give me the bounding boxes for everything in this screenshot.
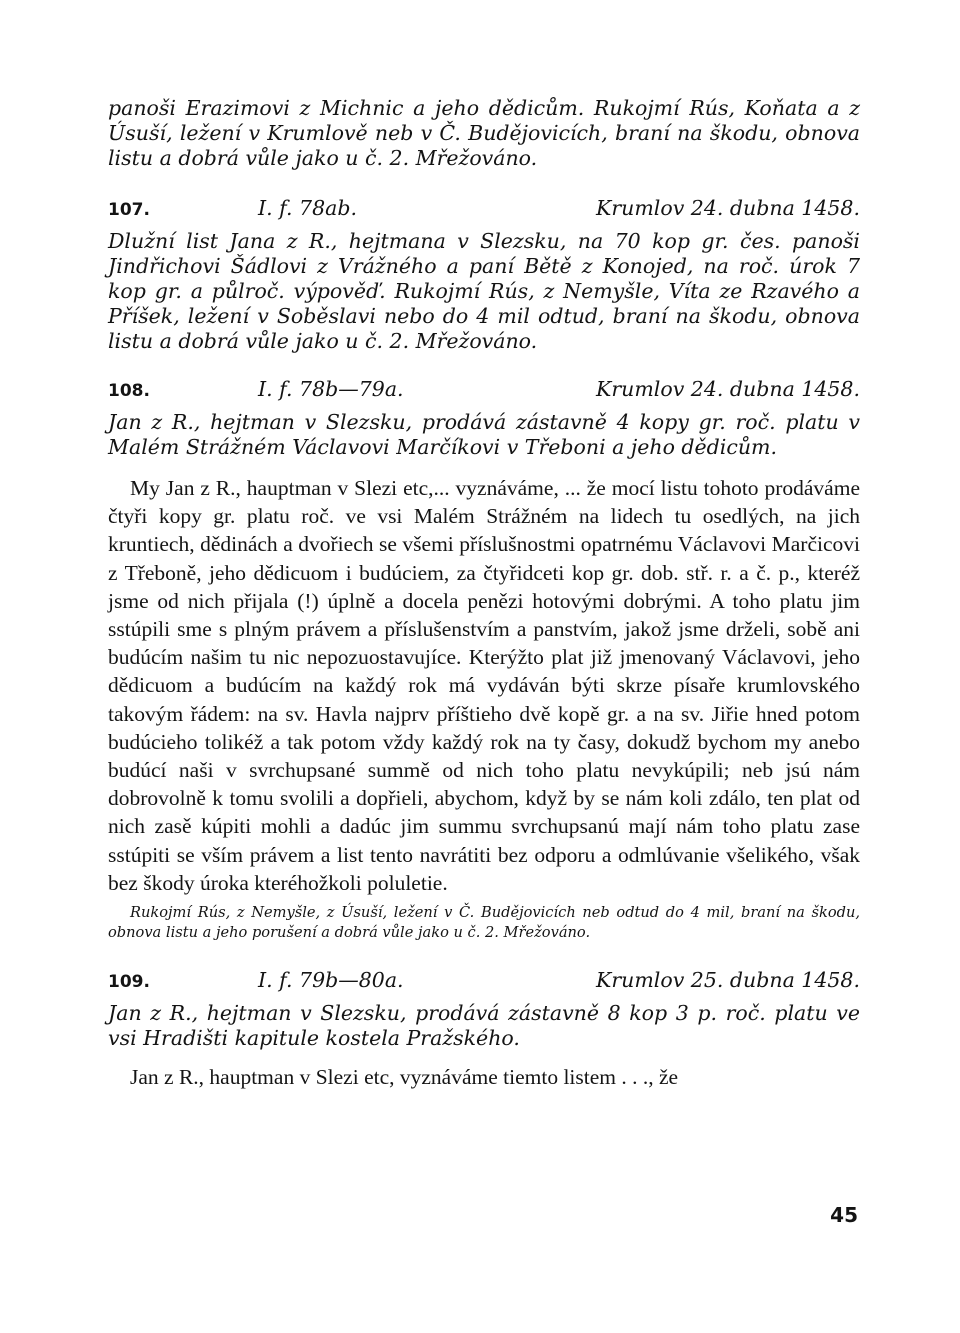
entry-number: 107. [108, 200, 150, 220]
page-number: 45 [830, 1203, 858, 1227]
entry-109 [108, 967, 860, 1091]
entry-header [108, 376, 860, 404]
entry-note: Rukojmí Rús, z Nemyšle, z Úsuší, ležení v Č. Budějovicích neb odtud do 4 mil, braní na škodu, obnova listu a jeho porušení a dobrá vůle jako u č. 2. Mřežováno. [108, 904, 860, 942]
entry-source: I. f. 78ab. [258, 196, 357, 220]
entry-summary: Dlužní list Jana z R., hejtmana v Slezsku, na 70 kop gr. čes. panoši Jindřichovi Šádlovi z Vrážného a paní Bětě z Konojed, na roč. úrok 7 kop gr. a půlroč. výpověď. Rukojmí Rús, z Nemyšle, Víta ze Rzavého a Příšek, ležení v Soběslavi nebo do 4 mil odtud, braní na škodu, obnova listu a dobrá vůle jako u č. 2. Mřežováno. [108, 229, 860, 353]
intro-fragment: panoši Erazimovi z Michnic a jeho dědicům. Rukojmí Rús, Koňata a z Úsuší, ležení v Krumlově neb v Č. Budějovicích, braní na škodu, obnova listu a dobrá vůle jako u č. 2. Mřežováno. [108, 96, 860, 170]
entry-108 [108, 376, 860, 943]
entry-source: I. f. 79b—80a. [258, 968, 404, 993]
entry-number: 109. [108, 972, 150, 993]
entry-text: My Jan z R., hauptman v Slezi etc,... vyznáváme, ... že mocí listu tohoto prodáváme čtyři kopy gr. platu roč. ve vsi Malém Strážném na lidech tu osedlých, na jich kruntiech, dědinách a dvořiech se všemi příslušnostmi opatrnému Václavovi Marčicovi z Třeboně, jeho dědicuom i budúciem, za čtyřidceti kop gr. dob. stř. r. a č. p., kteréž jsme od nich přijala (!) úplně a docela penězi hotovými dobrými. A toho platu jim sstúpili sme s plným právem a příslušenstvím a panstvím, jakož jsme drželi, sobě ani budúcím našim tu nic nepozuostavujíce. Kterýžto plat již jmenovaný Václavovi, jeho dědicuom a budúcím na každý rok má vydáván býti skrze písaře krumlovského takovým řádem: na sv. Havla najprv příštieho dvě kopě gr. a na sv. Jiřie hned potom budúcieho tolikéž a tak potom vždy každý rok na ty časy, dokudž bychom my anebo budúcí naši v svrchupsané summě od nich toho platu nevykúpili; neb jsú nám dobrovolně k tomu svolili a dopřieli, abychom, když by se nám koli zdálo, ten plat od nich zasě kúpiti mohli a dadúc jim summu svrchupsanú mají nám toho platu zase sstúpiti se vším právem a list tento navrátiti bez odporu a odmlúvanie všelikého, však bez škody úroka kteréhožkoli poluletie. [108, 476, 860, 895]
entry-summary: Jan z R., hejtman v Slezsku, prodává zástavně 8 kop 3 p. roč. platu ve vsi Hradišti kapitule kostela Pražského. [108, 1001, 860, 1051]
entry-date: Krumlov 24. dubna 1458. [596, 196, 860, 220]
entry-107 [108, 195, 860, 354]
entry-number: 108. [108, 381, 150, 401]
entry-date: Krumlov 24. dubna 1458. [596, 377, 860, 401]
entry-header [108, 967, 860, 995]
entry-source: I. f. 78b—79a. [258, 377, 404, 401]
entry-summary: Jan z R., hejtman v Slezsku, prodává zástavně 4 kopy gr. roč. platu v Malém Strážném Václavovi Marčíkovi v Třeboni a jeho dědicům. [108, 410, 860, 459]
entry-header [108, 195, 860, 223]
entry-text: Jan z R., hauptman v Slezi etc, vyznáváme tiemto listem . . ., že [130, 1065, 679, 1090]
document-page [108, 96, 860, 1091]
entry-date: Krumlov 25. dubna 1458. [596, 968, 860, 993]
